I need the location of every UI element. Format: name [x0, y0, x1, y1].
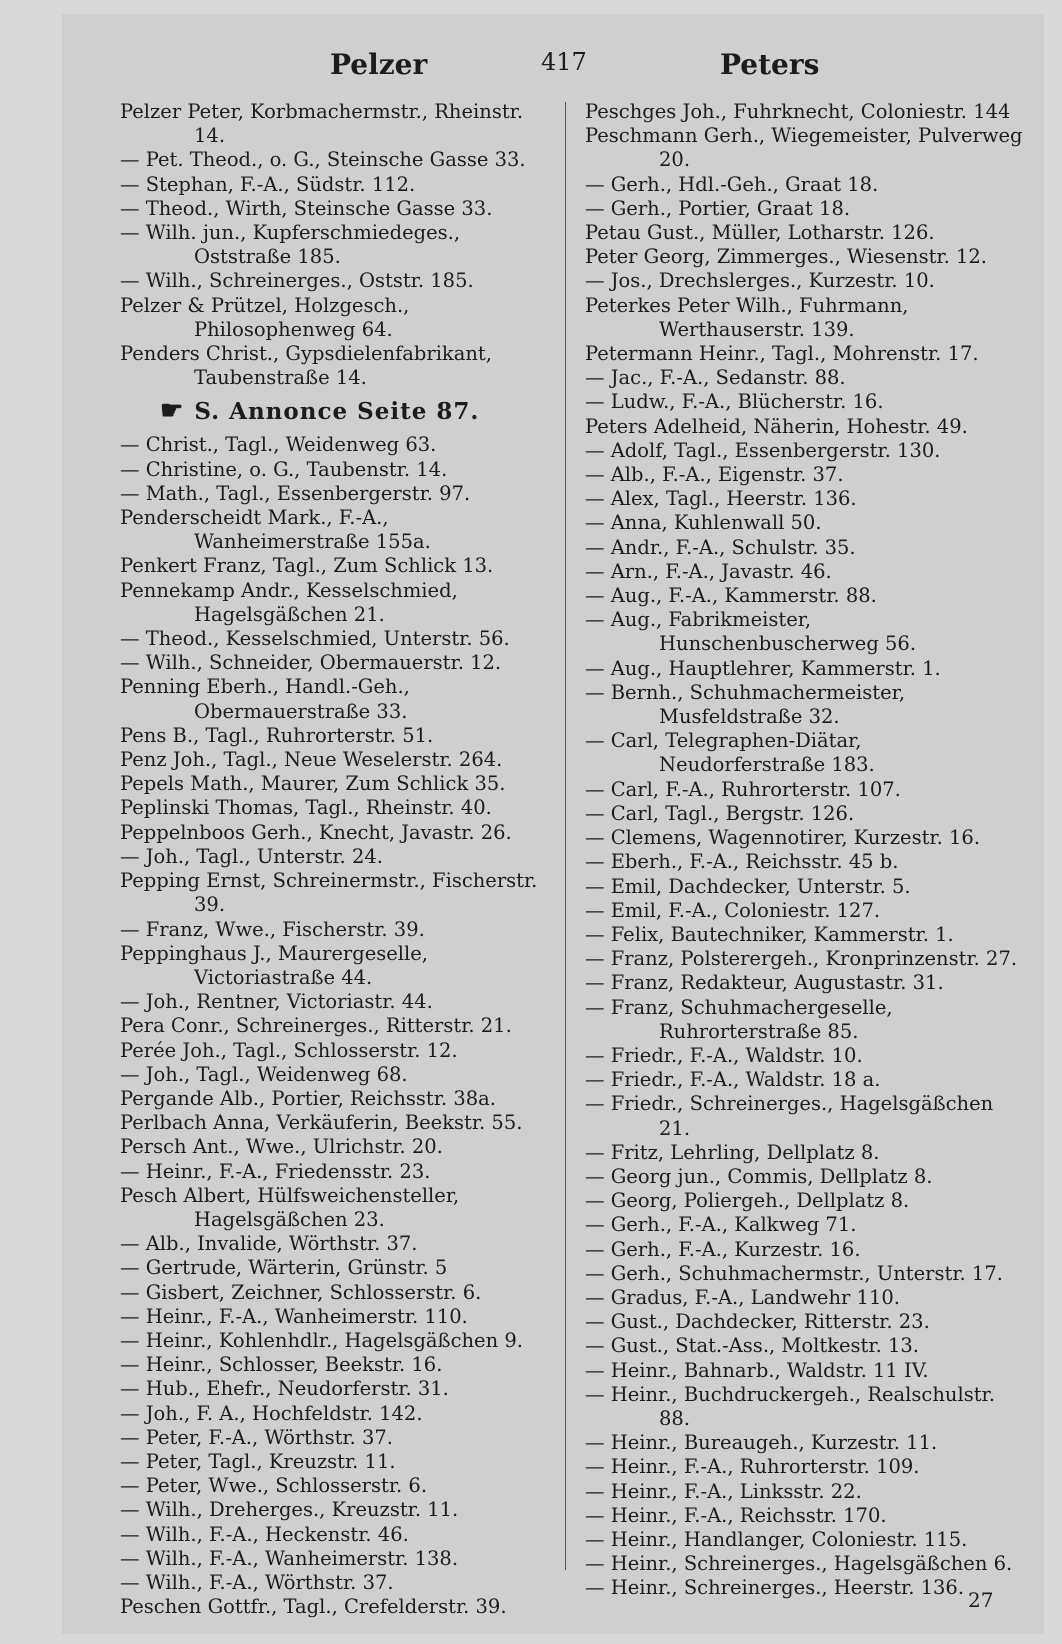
directory-entry: Pepping Ernst, Schreinermstr., Fischerstr. 39. — [120, 869, 538, 917]
directory-entry: Pennekamp Andr., Kesselschmied, Hagelsgäßchen 21. — [120, 578, 458, 626]
directory-entry: — Aug., Hauptlehrer, Kammerstr. 1. — [585, 656, 941, 680]
right-column — [585, 100, 1025, 1601]
directory-entry: — Franz, Redakteur, Augustastr. 31. — [585, 971, 944, 995]
directory-entry: — Wilh., Schneider, Obermauerstr. 12. — [120, 651, 502, 675]
directory-entry: — Franz, Wwe., Fischerstr. 39. — [120, 917, 425, 941]
directory-entry: — Peter, F.-A., Wörthstr. 37. — [120, 1425, 393, 1449]
directory-entry: — Heinr., Bahnarb., Waldstr. 11 IV. — [585, 1358, 929, 1382]
directory-entry: Peschmann Gerh., Wiegemeister, Pulverweg 20. — [585, 124, 1023, 172]
directory-entry: — Peter, Wwe., Schlosserstr. 6. — [120, 1474, 428, 1498]
directory-entry: — Emil, F.-A., Coloniestr. 127. — [585, 898, 881, 922]
directory-entry: — Carl, Telegraphen-Diätar, Neudorferstraße 183. — [585, 729, 875, 777]
directory-entry: — Felix, Bautechniker, Kammerstr. 1. — [585, 922, 954, 946]
directory-entry: Pelzer Peter, Korbmachermstr., Rheinstr. 14. — [120, 100, 524, 148]
directory-entry: — Alb., Invalide, Wörthstr. 37. — [120, 1232, 418, 1256]
directory-entry: — Carl, F.-A., Ruhrorterstr. 107. — [585, 777, 901, 801]
directory-entry: — Heinr., F.-A., Reichsstr. 170. — [585, 1503, 887, 1527]
directory-entry: — Arn., F.-A., Javastr. 46. — [585, 559, 832, 583]
directory-entry: — Joh., Rentner, Victoriastr. 44. — [120, 990, 433, 1014]
page-number: 417 — [541, 48, 587, 76]
directory-entry: — Wilh. jun., Kupferschmiedeges., Oststraße 185. — [120, 221, 461, 269]
directory-entry: — Andr., F.-A., Schulstr. 35. — [585, 535, 856, 559]
annonce-text: S. Annonce Seite 87. — [194, 398, 480, 426]
directory-entry: — Heinr., Bureaugeh., Kurzestr. 11. — [585, 1431, 938, 1455]
directory-entry: — Heinr., Schreinerges., Heerstr. 136. — [585, 1576, 965, 1600]
directory-entry: — Heinr., Kohlenhdlr., Hagelsgäßchen 9. — [120, 1328, 523, 1352]
directory-entry: — Heinr., Schreinerges., Hagelsgäßchen 6. — [585, 1552, 1013, 1576]
directory-entry: — Adolf, Tagl., Essenbergerstr. 130. — [585, 438, 941, 462]
directory-entry: Peplinski Thomas, Tagl., Rheinstr. 40. — [120, 796, 492, 820]
directory-entry: — Gradus, F.-A., Landwehr 110. — [585, 1285, 900, 1309]
sheet-number: 27 — [968, 1588, 994, 1612]
directory-entry: — Gerh., Portier, Graat 18. — [585, 196, 851, 220]
directory-entry: — Theod., Wirth, Steinsche Gasse 33. — [120, 196, 493, 220]
directory-entry: Pergande Alb., Portier, Reichsstr. 38a. — [120, 1086, 496, 1110]
directory-entry: — Christ., Tagl., Weidenweg 63. — [120, 433, 437, 457]
directory-entry: — Jac., F.-A., Sedanstr. 88. — [585, 366, 846, 390]
directory-entry: — Heinr., F.-A., Wanheimerstr. 110. — [120, 1304, 468, 1328]
directory-entry: — Peter, Tagl., Kreuzstr. 11. — [120, 1449, 396, 1473]
annonce-note — [160, 394, 560, 429]
directory-entry: — Georg, Poliergeh., Dellplatz 8. — [585, 1189, 910, 1213]
directory-entry: Penkert Franz, Tagl., Zum Schlick 13. — [120, 554, 494, 578]
directory-entry: — Ludw., F.-A., Blücherstr. 16. — [585, 390, 884, 414]
column-divider — [565, 102, 566, 1570]
directory-entry: Petermann Heinr., Tagl., Mohrenstr. 17. — [585, 342, 979, 366]
directory-entry: — Wilh., F.-A., Wörthstr. 37. — [120, 1570, 394, 1594]
directory-entry: Pesch Albert, Hülfsweichensteller, Hagelsgäßchen 23. — [120, 1183, 460, 1231]
directory-entry: — Jos., Drechslerges., Kurzestr. 10. — [585, 269, 935, 293]
directory-entry: — Hub., Ehefr., Neudorferstr. 31. — [120, 1377, 449, 1401]
directory-entry: — Math., Tagl., Essenbergerstr. 97. — [120, 481, 471, 505]
directory-entry: — Wilh., Dreherges., Kreuzstr. 11. — [120, 1498, 459, 1522]
directory-entry: — Franz, Polsterergeh., Kronprinzenstr. 27. — [585, 947, 1018, 971]
page-header — [0, 48, 1062, 88]
directory-entry: Peschen Gottfr., Tagl., Crefelderstr. 39. — [120, 1595, 507, 1619]
directory-entry: — Georg jun., Commis, Dellplatz 8. — [585, 1164, 933, 1188]
directory-entry: Peppelnboos Gerh., Knecht, Javastr. 26. — [120, 820, 512, 844]
directory-entry: Pepels Math., Maurer, Zum Schlick 35. — [120, 772, 506, 796]
directory-entry: Penders Christ., Gypsdielenfabrikant, Taubenstraße 14. — [120, 342, 492, 390]
header-right-word: Peters — [720, 48, 820, 81]
directory-entry: — Alb., F.-A., Eigenstr. 37. — [585, 463, 844, 487]
directory-entry: — Alex, Tagl., Heerstr. 136. — [585, 487, 857, 511]
directory-entry: — Heinr., Handlanger, Coloniestr. 115. — [585, 1527, 968, 1551]
pointing-hand-icon: ☛ — [160, 396, 185, 427]
directory-entry: Peschges Joh., Fuhrknecht, Coloniestr. 144 — [585, 100, 1011, 123]
directory-entry: — Gerh., Hdl.-Geh., Graat 18. — [585, 172, 879, 196]
directory-entry: — Franz, Schuhmachergeselle, Ruhrorterstraße 85. — [585, 995, 893, 1043]
directory-entry: — Wilh., F.-A., Wanheimerstr. 138. — [120, 1546, 459, 1570]
directory-entry: — Aug., F.-A., Kammerstr. 88. — [585, 584, 877, 608]
directory-entry: Penz Joh., Tagl., Neue Weselerstr. 264. — [120, 748, 503, 772]
directory-entry: — Wilh., F.-A., Heckenstr. 46. — [120, 1522, 409, 1546]
directory-entry: — Fritz, Lehrling, Dellplatz 8. — [585, 1140, 880, 1164]
directory-entry: — Gisbert, Zeichner, Schlosserstr. 6. — [120, 1280, 482, 1304]
directory-entry: — Gust., Stat.-Ass., Moltkestr. 13. — [585, 1334, 919, 1358]
directory-entry: Peppinghaus J., Maurergeselle, Victoriastraße 44. — [120, 941, 428, 989]
header-left-word: Pelzer — [330, 48, 428, 81]
directory-entry: Persch Ant., Wwe., Ulrichstr. 20. — [120, 1135, 443, 1159]
directory-entry: Pelzer & Prützel, Holzgesch., Philosophenweg 64. — [120, 293, 410, 341]
directory-entry: — Joh., Tagl., Unterstr. 24. — [120, 844, 383, 868]
directory-entry: — Stephan, F.-A., Südstr. 112. — [120, 172, 416, 196]
directory-entry: — Heinr., F.-A., Linksstr. 22. — [585, 1479, 862, 1503]
directory-entry: — Clemens, Wagennotirer, Kurzestr. 16. — [585, 826, 981, 850]
directory-entry: — Heinr., Buchdruckergeh., Realschulstr. 88. — [585, 1382, 995, 1430]
directory-entry: Penning Eberh., Handl.-Geh., Obermauerstraße 33. — [120, 675, 410, 723]
directory-entry: Peters Adelheid, Näherin, Hohestr. 49. — [585, 414, 968, 438]
directory-entry: — Heinr., F.-A., Friedensstr. 23. — [120, 1159, 431, 1183]
directory-entry: — Theod., Kesselschmied, Unterstr. 56. — [120, 627, 510, 651]
directory-entry: — Wilh., Schreinerges., Oststr. 185. — [120, 269, 474, 293]
directory-entry: — Gust., Dachdecker, Ritterstr. 23. — [585, 1310, 930, 1334]
directory-entry: Peterkes Peter Wilh., Fuhrmann, Werthauserstr. 139. — [585, 293, 909, 341]
directory-entry: — Gerh., F.-A., Kalkweg 71. — [585, 1213, 857, 1237]
directory-entry: — Friedr., F.-A., Waldstr. 18 a. — [585, 1068, 881, 1092]
directory-entry: Perée Joh., Tagl., Schlosserstr. 12. — [120, 1038, 458, 1062]
directory-entry: — Gerh., Schuhmachermstr., Unterstr. 17. — [585, 1261, 1003, 1285]
directory-entry: — Heinr., F.-A., Ruhrorterstr. 109. — [585, 1455, 920, 1479]
directory-entry: — Heinr., Schlosser, Beekstr. 16. — [120, 1353, 443, 1377]
directory-entry: — Eberh., F.-A., Reichsstr. 45 b. — [585, 850, 899, 874]
directory-entry: — Aug., Fabrikmeister, Hunschenbuscherweg 56. — [585, 608, 917, 656]
directory-entry: — Friedr., F.-A., Waldstr. 10. — [585, 1043, 863, 1067]
directory-entry: Peter Georg, Zimmerges., Wiesenstr. 12. — [585, 245, 988, 269]
directory-entry: — Joh., F. A., Hochfeldstr. 142. — [120, 1401, 423, 1425]
directory-entry: Pera Conr., Schreinerges., Ritterstr. 21. — [120, 1014, 512, 1038]
directory-entry: — Carl, Tagl., Bergstr. 126. — [585, 801, 855, 825]
directory-entry: — Gerh., F.-A., Kurzestr. 16. — [585, 1237, 861, 1261]
directory-entry: — Bernh., Schuhmachermeister, Musfeldstraße 32. — [585, 680, 906, 729]
directory-entry: — Anna, Kuhlenwall 50. — [585, 511, 822, 535]
directory-entry: — Joh., Tagl., Weidenweg 68. — [120, 1062, 408, 1086]
directory-entry: — Friedr., Schreinerges., Hagelsgäßchen 21. — [585, 1092, 994, 1140]
directory-entry: — Gertrude, Wärterin, Grünstr. 5 — [120, 1256, 448, 1280]
directory-entry: Petau Gust., Müller, Lotharstr. 126. — [585, 221, 935, 245]
directory-entry: — Christine, o. G., Taubenstr. 14. — [120, 457, 448, 481]
directory-entry: — Pet. Theod., o. G., Steinsche Gasse 33. — [120, 148, 526, 172]
left-column — [120, 100, 560, 1619]
directory-entry: Perlbach Anna, Verkäuferin, Beekstr. 55. — [120, 1111, 523, 1135]
directory-entry: — Emil, Dachdecker, Unterstr. 5. — [585, 874, 911, 898]
directory-entry: Penderscheidt Mark., F.-A., Wanheimerstraße 155a. — [120, 506, 431, 554]
directory-entry: Pens B., Tagl., Ruhrorterstr. 51. — [120, 723, 434, 747]
